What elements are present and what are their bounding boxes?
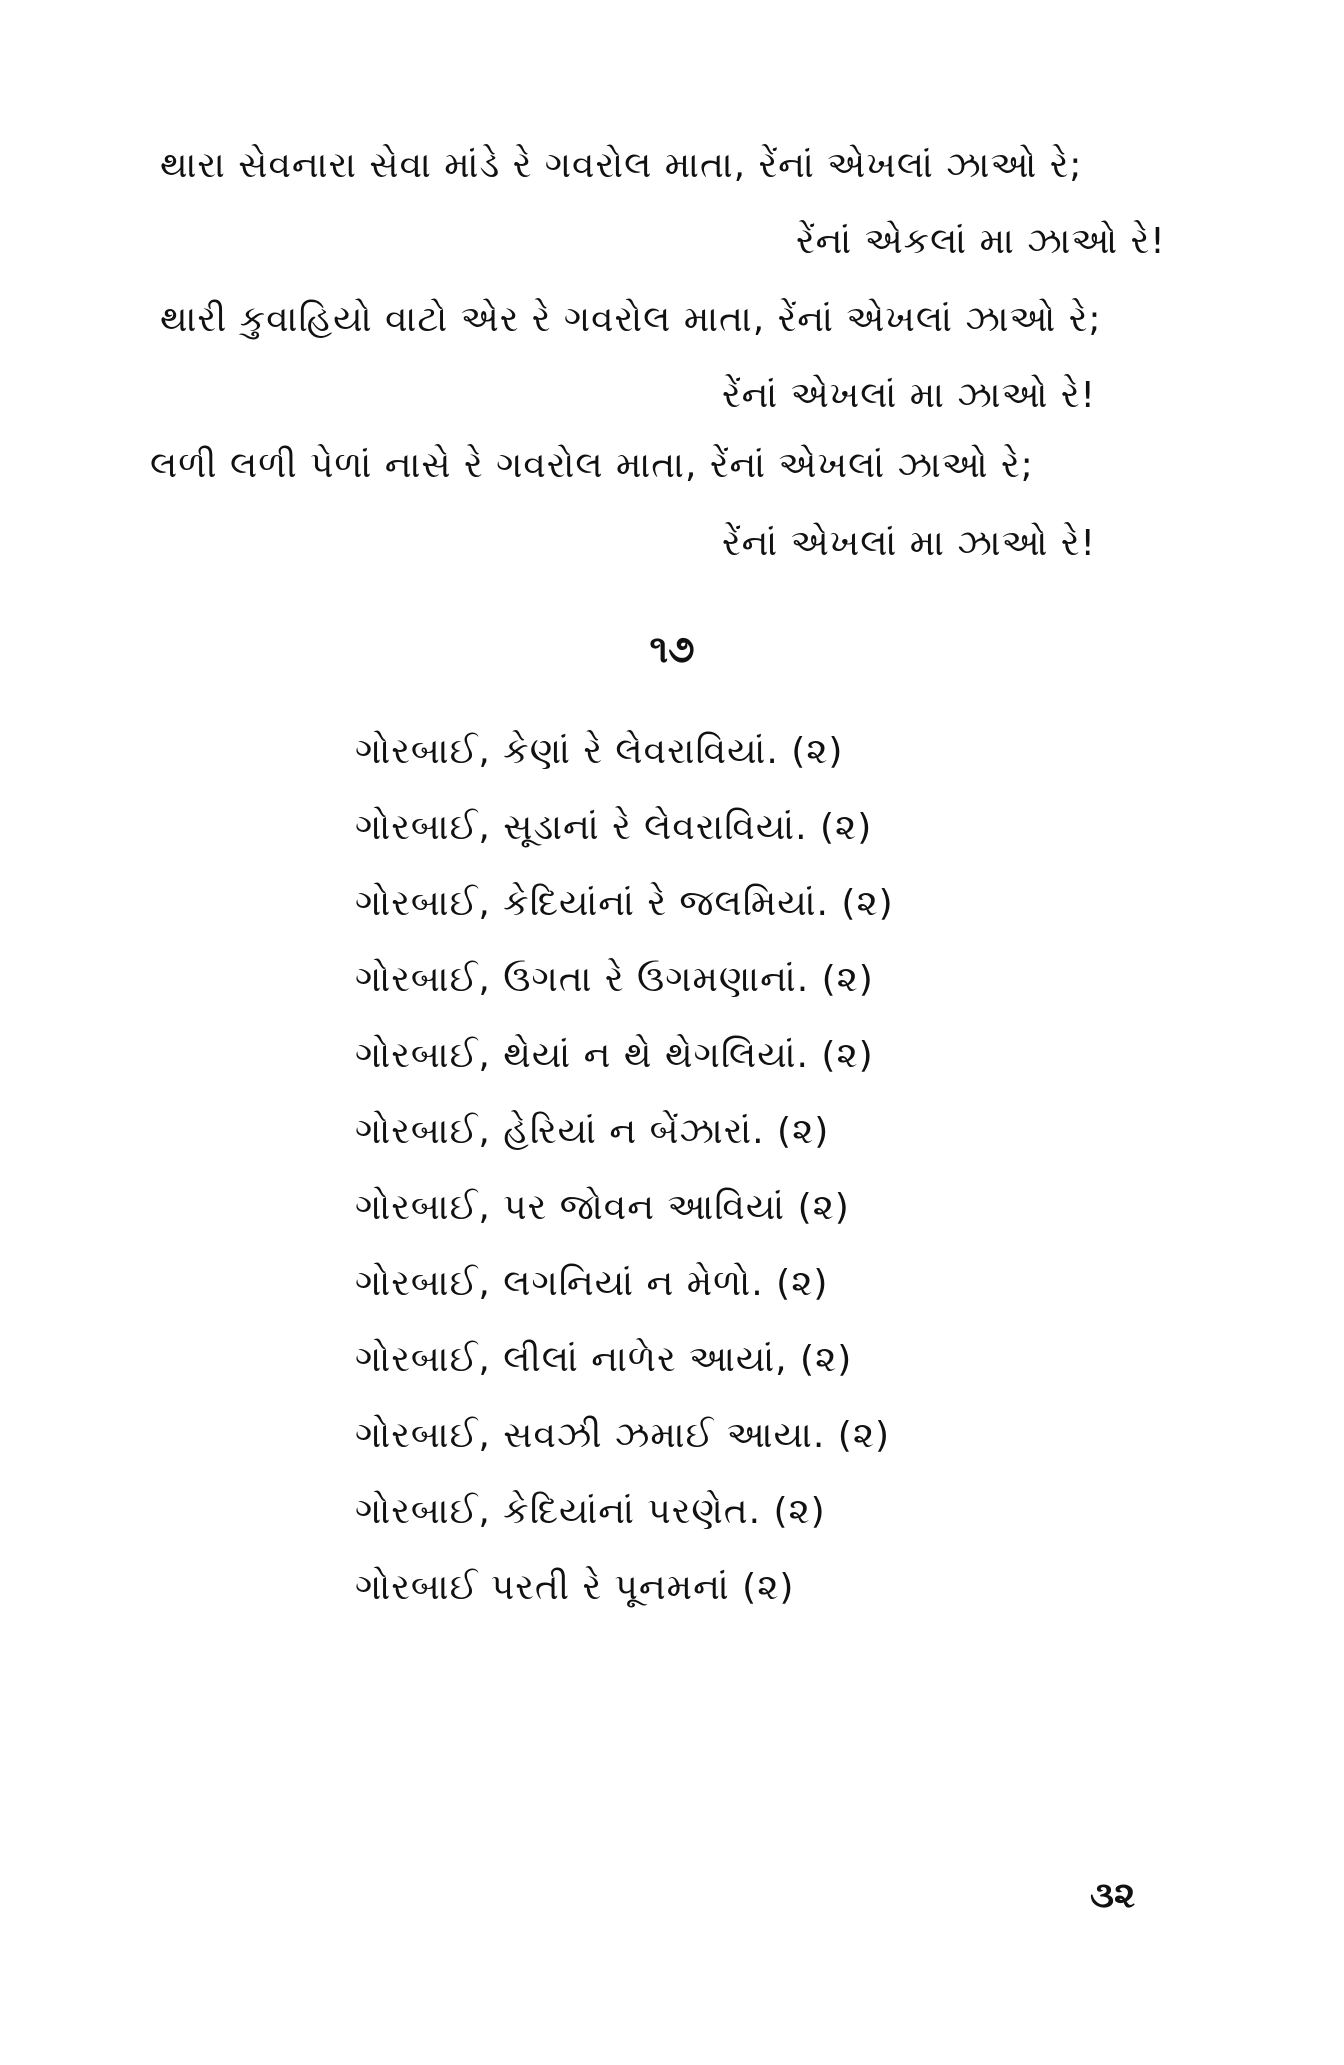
- verse-line-1: થારા સેવનારા સેવા માંડે રે ગવરોલ માતા, રેંનાં એખલાં ઝાઓ રે;: [160, 145, 1083, 186]
- song-line: ગોરબાઈ, થેયાં ન થે થેગલિયાં. (૨): [355, 1035, 874, 1076]
- verse-refrain-3: રેંનાં એખલાં મા ઝાઓ રે!: [722, 523, 1096, 564]
- verse-line-2: થારી કુવાહિયો વાટો એર રે ગવરોલ માતા, રેંનાં એખલાં ઝાઓ રે;: [160, 299, 1102, 340]
- song-line: ગોરબાઈ, પર જોવન આવિયાં (૨): [355, 1187, 850, 1228]
- song-number-heading: ૧૭: [649, 627, 695, 671]
- page-number: ૩૨: [1090, 1875, 1136, 1916]
- song-line: ગોરબાઈ, સૂડાનાં રે લેવરાવિયાં. (૨): [355, 807, 873, 848]
- song-line: ગોરબાઈ, કેદિયાંનાં રે જલમિયાં. (૨): [355, 883, 894, 924]
- verse-refrain-1: રેંનાં એકલાં મા ઝાઓ રે!: [796, 221, 1166, 262]
- song-line: ગોરબાઈ પરતી રે પૂનમનાં (૨): [355, 1567, 795, 1608]
- song-line: ગોરબાઈ, હેરિયાં ન બેંઝારાં. (૨): [355, 1111, 830, 1152]
- song-line: ગોરબાઈ, ઉગતા રે ઉગમણાનાં. (૨): [355, 959, 874, 1000]
- song-line: ગોરબાઈ, લીલાં નાળેર આયાં, (૨): [355, 1339, 853, 1380]
- song-line: ગોરબાઈ, કેણાં રે લેવરાવિયાં. (૨): [355, 731, 844, 772]
- song-line: ગોરબાઈ, લગનિયાં ન મેળો. (૨): [355, 1263, 829, 1304]
- song-line: ગોરબાઈ, સવઝી ઝમાઈ આયા. (૨): [355, 1415, 890, 1456]
- verse-line-3: લળી લળી પેળાં નાસે રે ગવરોલ માતા, રેંનાં એખલાં ઝાઓ રે;: [150, 445, 1034, 486]
- verse-refrain-2: રેંનાં એખલાં મા ઝાઓ રે!: [722, 375, 1096, 416]
- song-line: ગોરબાઈ, કેદિયાંનાં પરણેત. (૨): [355, 1491, 826, 1532]
